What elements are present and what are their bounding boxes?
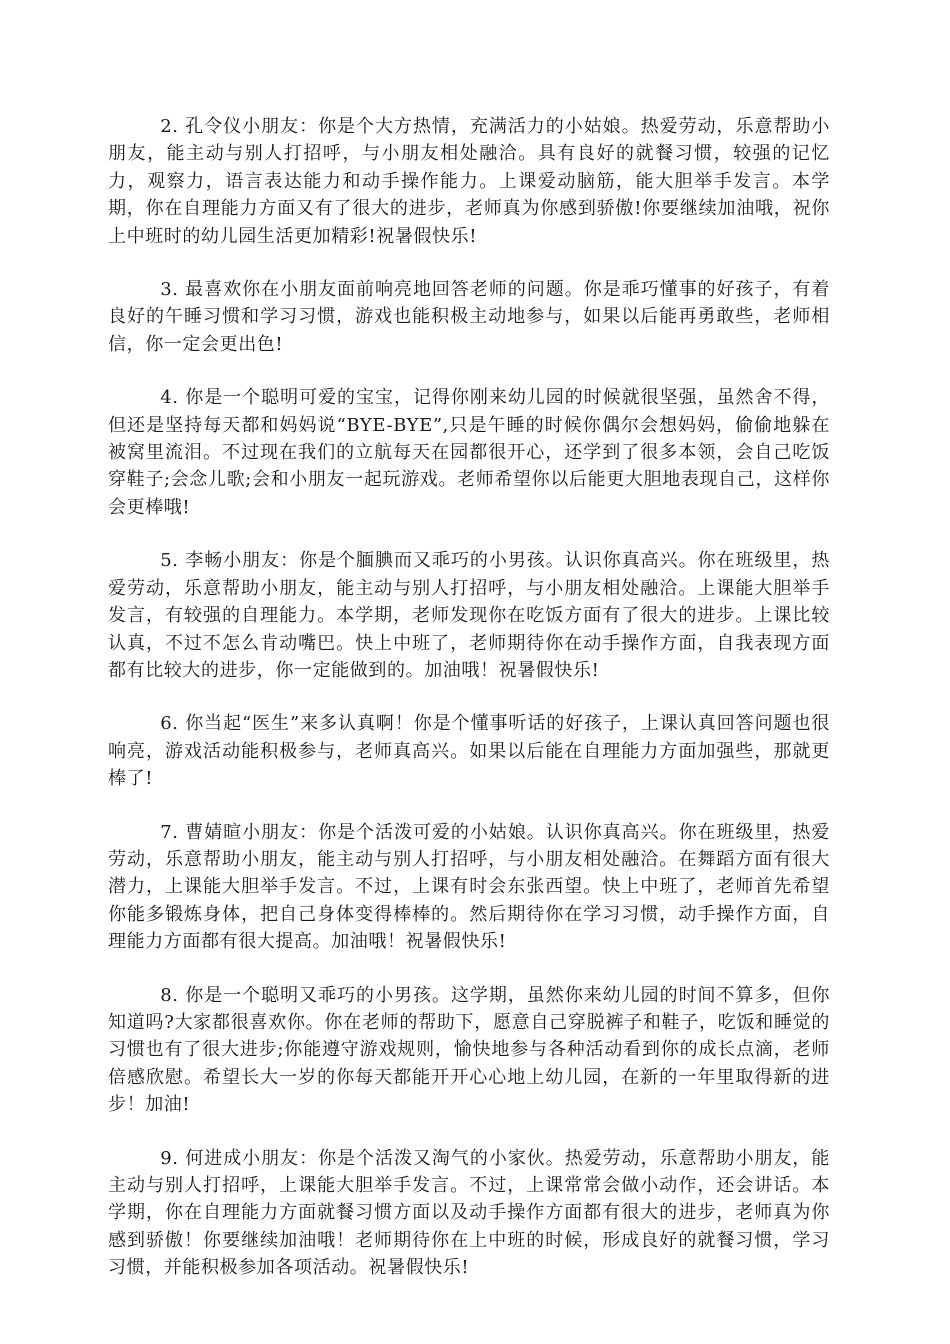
paragraph-9: 9. 何进成小朋友：你是个活泼又淘气的小家伙。热爱劳动，乐意帮助小朋友，能主动与别人打招呼，上课能大胆举手发言。不过，上课常常会做小动作，还会讲话。本学期，你在自理能力方面就餐习惯方面以及动手操作方面都有很大的进步，老师真为你感到骄傲！你要继续加油哦！老师期待你在上中班的时候，形成良好的就餐习惯，学习习惯，并能积极参加各项活动。祝暑假快乐! bbox=[108, 1147, 830, 1279]
paragraph-6: 6. 你当起“医生”来多认真啊！你是个懂事听话的好孩子，上课认真回答问题也很响亮，游戏活动能积极参与，老师真高兴。如果以后能在自理能力方面加强些，那就更棒了! bbox=[108, 713, 830, 790]
paragraph-7: 7. 曹婧暄小朋友：你是个活泼可爱的小姑娘。认识你真高兴。你在班级里，热爱劳动，乐意帮助小朋友，能主动与别人打招呼，与小朋友相处融洽。在舞蹈方面有很大潜力，上课能大胆举手发言。不过，上课有时会东张西望。快上中班了，老师首先希望你能多锻炼身体，把自己身体变得棒棒的。然后期待你在学习习惯，动手操作方面，自理能力方面都有很大提高。加油哦！祝暑假快乐! bbox=[108, 821, 830, 953]
paragraph-3: 3. 最喜欢你在小朋友面前响亮地回答老师的问题。你是乖巧懂事的好孩子，有着良好的午睡习惯和学习习惯，游戏也能积极主动地参与，如果以后能再勇敢些，老师相信，你一定会更出色! bbox=[108, 279, 830, 355]
paragraph-5: 5. 李畅小朋友：你是个腼腆而又乖巧的小男孩。认识你真高兴。你在班级里，热爱劳动，乐意帮助小朋友，能主动与别人打招呼，与小朋友相处融洽。上课能大胆举手发言，有较强的自理能力。本学期，老师发现你在吃饭方面有了很大的进步。上课比较认真，不过不怎么肯动嘴巴。快上中班了，老师期待你在动手操作方面，自我表现方面都有比较大的进步，你一定能做到的。加油哦！祝暑假快乐! bbox=[108, 550, 830, 681]
paragraph-4: 4. 你是一个聪明可爱的宝宝，记得你刚来幼儿园的时候就很坚强，虽然舍不得，但还是坚持每天都和妈妈说“BYE-BYE”,只是午睡的时候你偶尔会想妈妈，偷偷地躲在被窝里流泪。不过现在我们的立航每天在园都很开心，还学到了很多本领，会自己吃饭穿鞋子;会念儿歌;会和小朋友一起玩游戏。老师希望你以后能更大胆地表现自己，这样你会更棒哦! bbox=[108, 387, 830, 518]
paragraph-2: 2. 孔令仪小朋友：你是个大方热情，充满活力的小姑娘。热爱劳动，乐意帮助小朋友，能主动与别人打招呼，与小朋友相处融洽。具有良好的就餐习惯，较强的记忆力，观察力，语言表达能力和动手操作能力。上课爱动脑筋，能大胆举手发言。本学期，你在自理能力方面又有了很大的进步，老师真为你感到骄傲!你要继续加油哦，祝你上中班时的幼儿园生活更加精彩!祝暑假快乐! bbox=[108, 116, 830, 247]
paragraph-8: 8. 你是一个聪明又乖巧的小男孩。这学期，虽然你来幼儿园的时间不算多，但你知道吗?大家都很喜欢你。你在老师的帮助下，愿意自己穿脱裤子和鞋子，吃饭和睡觉的习惯也有了很大进步;你能遵守游戏规则，愉快地参与各种活动看到你的成长点滴，老师倍感欣慰。希望长大一岁的你每天都能开开心心地上幼儿园，在新的一年里取得新的进步！加油! bbox=[108, 984, 830, 1116]
document-body bbox=[108, 113, 830, 1308]
